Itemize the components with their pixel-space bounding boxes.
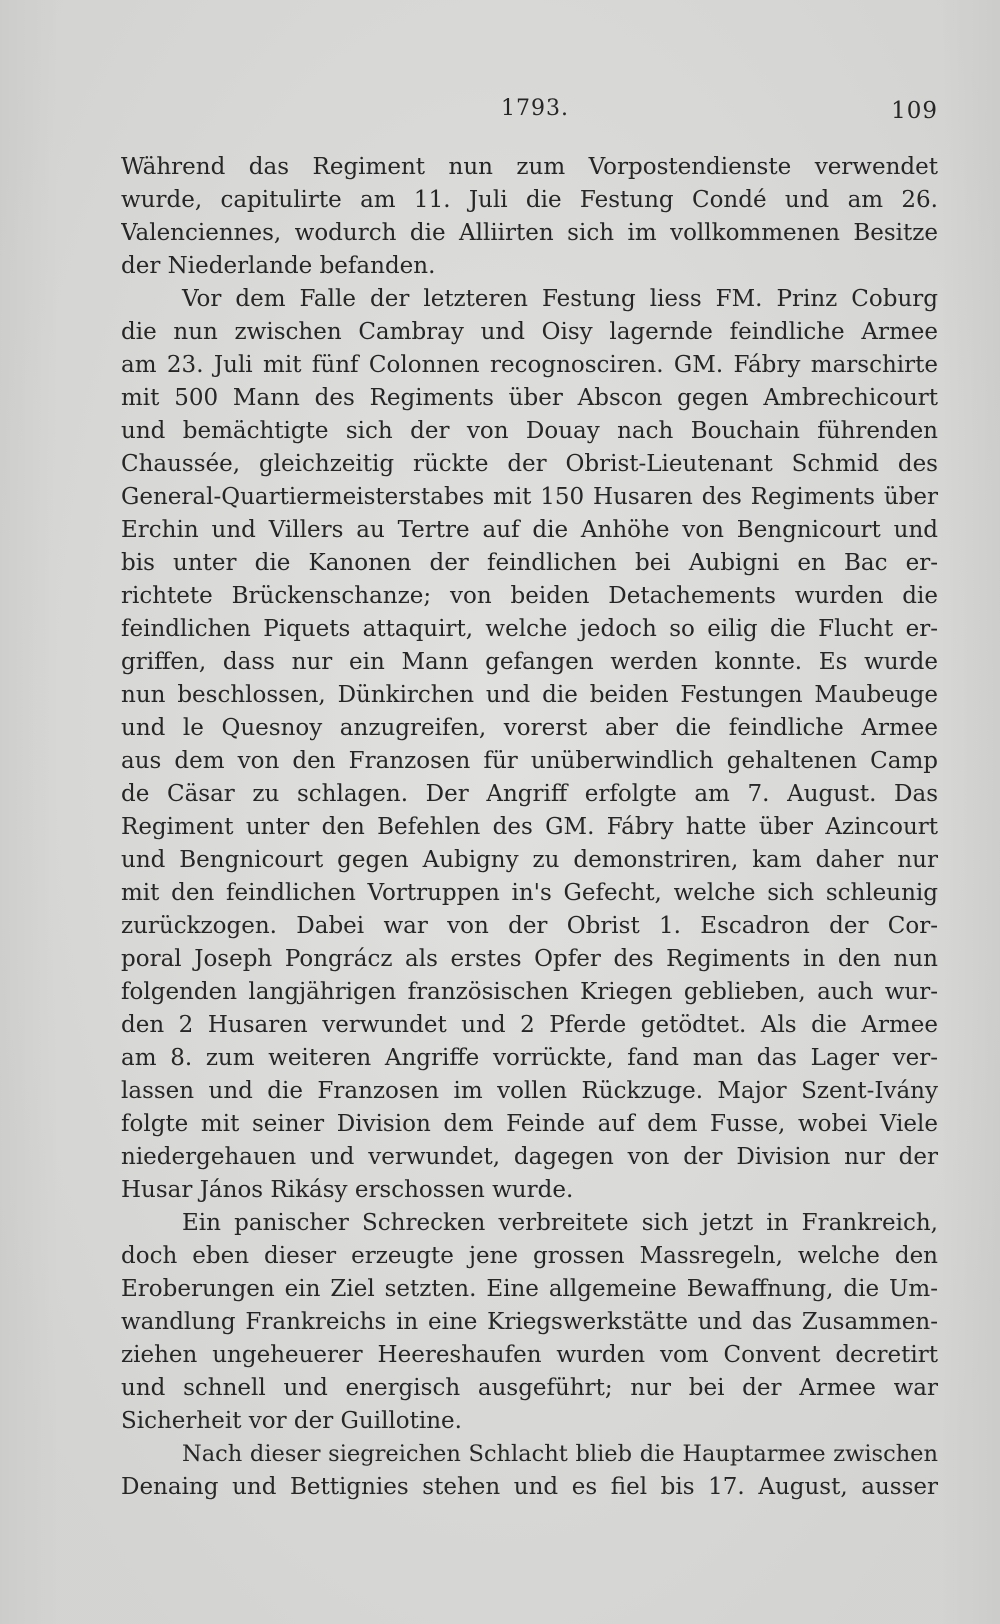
text-line: zurückzogen. Dabei war von der Obrist 1. Escadron der Cor-: [121, 913, 938, 939]
text-line: und Bengnicourt gegen Aubigny zu demonstriren, kam daher nur: [121, 847, 938, 873]
text-line: die nun zwischen Cambray und Oisy lagernde feindliche Armee: [121, 319, 938, 345]
text-line: Erchin und Villers au Tertre auf die Anhöhe von Bengnicourt und: [121, 517, 938, 543]
body-text: [121, 151, 938, 1504]
text-line: und bemächtigte sich der von Douay nach Bouchain führenden: [121, 418, 938, 444]
text-line: wandlung Frankreichs in eine Kriegswerkstätte und das Zusammen-: [121, 1309, 938, 1335]
text-line: niedergehauen und verwundet, dagegen von der Division nur der: [121, 1144, 938, 1170]
text-line: nun beschlossen, Dünkirchen und die beiden Festungen Maubeuge: [121, 682, 938, 708]
text-line: Regiment unter den Befehlen des GM. Fábry hatte über Azincourt: [121, 814, 938, 840]
running-head-year: 1793.: [501, 96, 569, 121]
text-line: ziehen ungeheuerer Heereshaufen wurden vom Convent decretirt: [121, 1342, 938, 1368]
text-line: General-Quartiermeisterstabes mit 150 Husaren des Regiments über: [121, 484, 938, 510]
text-line: Eroberungen ein Ziel setzten. Eine allgemeine Bewaffnung, die Um-: [121, 1276, 938, 1302]
text-line: Während das Regiment nun zum Vorpostendienste verwendet: [121, 154, 938, 180]
text-line: und schnell und energisch ausgeführt; nur bei der Armee war: [121, 1375, 938, 1401]
text-line: am 8. zum weiteren Angriffe vorrückte, fand man das Lager ver-: [121, 1045, 938, 1071]
text-line: folgenden langjährigen französischen Kriegen geblieben, auch wur-: [121, 979, 938, 1005]
text-line: mit 500 Mann des Regiments über Abscon gegen Ambrechicourt: [121, 385, 938, 411]
text-line: Chaussée, gleichzeitig rückte der Obrist-Lieutenant Schmid des: [121, 451, 938, 477]
page-number: 109: [891, 98, 938, 124]
text-line: feindlichen Piquets attaquirt, welche jedoch so eilig die Flucht er-: [121, 616, 938, 642]
text-line: und le Quesnoy anzugreifen, vorerst aber die feindliche Armee: [121, 715, 938, 741]
text-line: poral Joseph Pongrácz als erstes Opfer des Regiments in den nun: [121, 946, 938, 972]
paragraph-first-line: Nach dieser siegreichen Schlacht blieb die Hauptarmee zwischen: [182, 1441, 938, 1467]
text-line: de Cäsar zu schlagen. Der Angriff erfolgte am 7. August. Das: [121, 781, 938, 807]
paragraph-first-line: Vor dem Falle der letzteren Festung liess FM. Prinz Coburg: [182, 286, 938, 312]
text-line: griffen, dass nur ein Mann gefangen werden konnte. Es wurde: [121, 649, 938, 675]
text-line: den 2 Husaren verwundet und 2 Pferde getödtet. Als die Armee: [121, 1012, 938, 1038]
text-line: Husar János Rikásy erschossen wurde.: [121, 1177, 574, 1203]
running-header: [0, 96, 1000, 130]
text-line: doch eben dieser erzeugte jene grossen Massregeln, welche den: [121, 1243, 938, 1269]
text-line: Denaing und Bettignies stehen und es fiel bis 17. August, ausser: [121, 1474, 938, 1500]
text-line: wurde, capitulirte am 11. Juli die Festung Condé und am 26.: [121, 187, 938, 213]
text-line: der Niederlande befanden.: [121, 253, 436, 279]
text-line: Valenciennes, wodurch die Alliirten sich im vollkommenen Besitze: [121, 220, 938, 246]
text-line: mit den feindlichen Vortruppen in's Gefecht, welche sich schleunig: [121, 880, 938, 906]
text-line: lassen und die Franzosen im vollen Rückzuge. Major Szent-Ivány: [121, 1078, 938, 1104]
paragraph-first-line: Ein panischer Schrecken verbreitete sich jetzt in Frankreich,: [182, 1210, 938, 1236]
text-line: richtete Brückenschanze; von beiden Detachements wurden die: [121, 583, 938, 609]
text-line: Sicherheit vor der Guillotine.: [121, 1408, 462, 1434]
text-line: folgte mit seiner Division dem Feinde auf dem Fusse, wobei Viele: [121, 1111, 938, 1137]
text-line: bis unter die Kanonen der feindlichen bei Aubigni en Bac er-: [121, 550, 938, 576]
text-line: am 23. Juli mit fünf Colonnen recognosciren. GM. Fábry marschirte: [121, 352, 938, 378]
text-line: aus dem von den Franzosen für unüberwindlich gehaltenen Camp: [121, 748, 938, 774]
